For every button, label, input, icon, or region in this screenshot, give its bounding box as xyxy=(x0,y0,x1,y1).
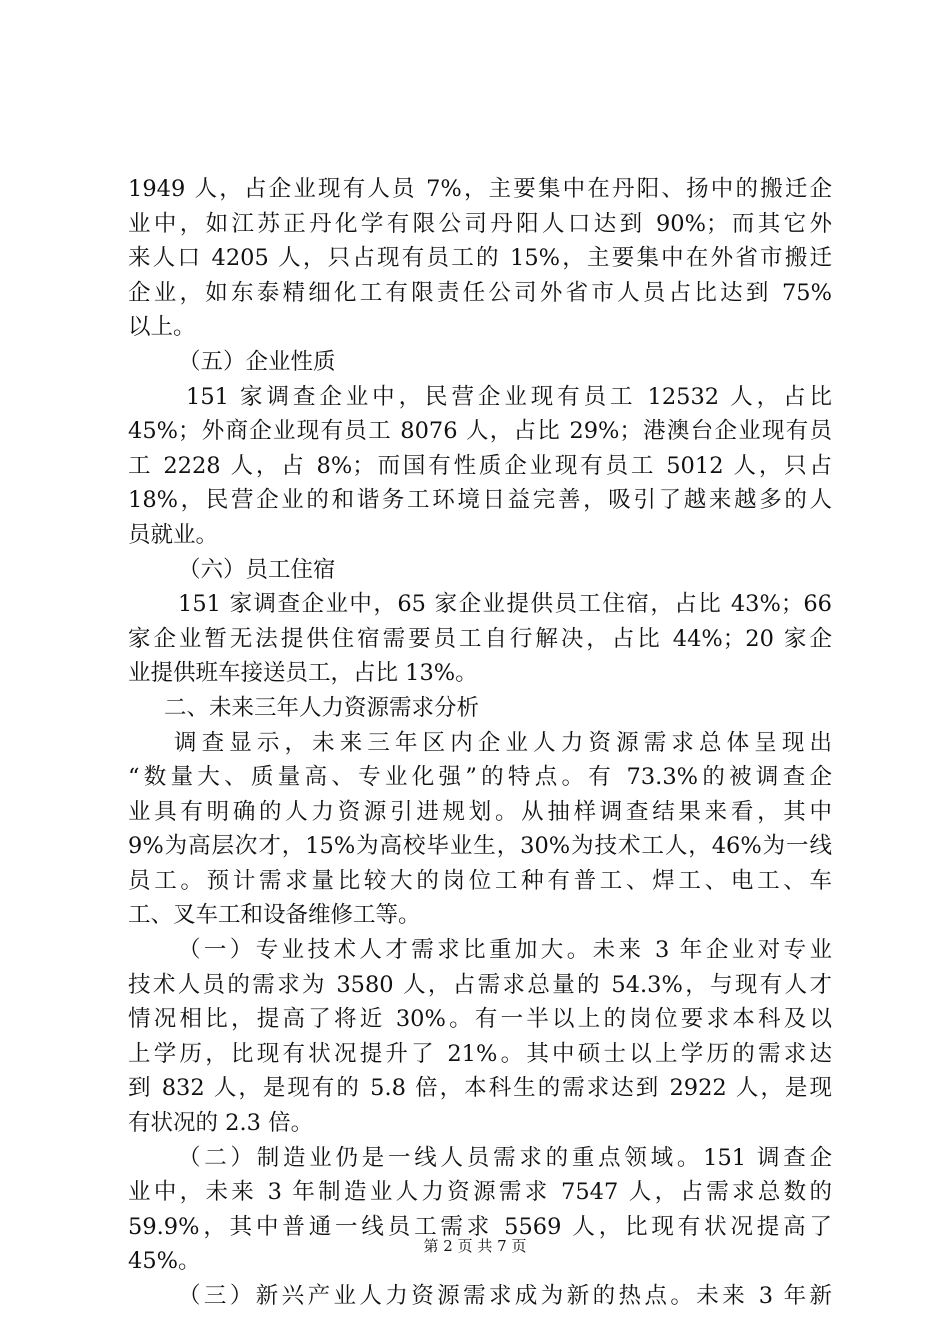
text-line: 技术人员的需求为 3580 人，占需求总量的 54.3%，与现有人才 xyxy=(128,971,832,998)
text-line: 到 832 人，是现有的 5.8 倍，本科生的需求达到 2922 人，是现 xyxy=(128,1075,832,1102)
text-line: 业提供班车接送员工，占比 13%。 xyxy=(128,660,478,687)
text-line: 二、未来三年人力资源需求分析 xyxy=(164,694,480,721)
text-line: 有状况的 2.3 倍。 xyxy=(128,1110,314,1137)
text-line: 1949 人，占企业现有人员 7%，主要集中在丹阳、扬中的搬迁企 xyxy=(128,176,832,202)
text-line: 企业，如东泰精细化工有限责任公司外省市人员占比达到 75% xyxy=(128,279,832,306)
text-line: （二）制造业仍是一线人员需求的重点领域。151 调查企 xyxy=(178,1144,832,1171)
text-line: 45%；外商企业现有员工 8076 人，占比 29%；港澳台企业现有员 xyxy=(128,418,832,445)
text-line: 业具有明确的人力资源引进规划。从抽样调查结果来看，其中 xyxy=(128,798,832,825)
text-line: （六）员工住宿 xyxy=(178,556,336,583)
text-line: 以上。 xyxy=(128,314,196,341)
text-line: 工 2228 人，占 8%；而国有性质企业现有员工 5012 人，只占 xyxy=(128,452,832,479)
text-line: 调查显示，未来三年区内企业人力资源需求总体呈现出 xyxy=(174,729,832,756)
text-line: “数量大、质量高、专业化强”的特点。有 73.3%的被调查企 xyxy=(128,764,832,791)
text-line: 工、叉车工和设备维修工等。 xyxy=(128,902,421,929)
text-line: 151 家调查企业中，民营企业现有员工 12532 人，占比 xyxy=(186,383,832,410)
text-line: 业中，未来 3 年制造业人力资源需求 7547 人，占需求总数的 xyxy=(128,1179,832,1206)
page-footer: 第 2 页 共 7 页 xyxy=(423,1237,527,1255)
text-line: （三）新兴产业人力资源需求成为新的热点。未来 3 年新 xyxy=(178,1283,832,1309)
text-line: （五）企业性质 xyxy=(178,348,336,375)
text-line: 59.9%，其中普通一线员工需求 5569 人，比现有状况提高了 xyxy=(128,1213,832,1240)
text-line: 员工。预计需求量比较大的岗位工种有普工、焊工、电工、车 xyxy=(128,867,832,894)
text-line: 45%。 xyxy=(128,1248,201,1275)
text-line: 9%为高层次才，15%为高校毕业生，30%为技术工人，46%为一线 xyxy=(128,833,832,860)
text-line: 来人口 4205 人，只占现有员工的 15%，主要集中在外省市搬迁 xyxy=(128,245,832,272)
text-line: 151 家调查企业中，65 家企业提供员工住宿，占比 43%；66 xyxy=(178,591,832,618)
text-line: 员就业。 xyxy=(128,521,219,548)
text-line: 18%，民营企业的和谐务工环境日益完善，吸引了越来越多的人 xyxy=(128,487,832,514)
text-line: 情况相比，提高了将近 30%。有一半以上的岗位要求本科及以 xyxy=(128,1006,832,1033)
document-body xyxy=(128,172,832,1314)
text-line: （一）专业技术人才需求比重加大。未来 3 年企业对专业 xyxy=(178,937,832,964)
text-line: 上学历，比现有状况提升了 21%。其中硕士以上学历的需求达 xyxy=(128,1040,832,1067)
text-line: 家企业暂无法提供住宿需要员工自行解决，占比 44%；20 家企 xyxy=(128,625,832,652)
text-line: 业中，如江苏正丹化学有限公司丹阳人口达到 90%；而其它外 xyxy=(128,210,832,237)
